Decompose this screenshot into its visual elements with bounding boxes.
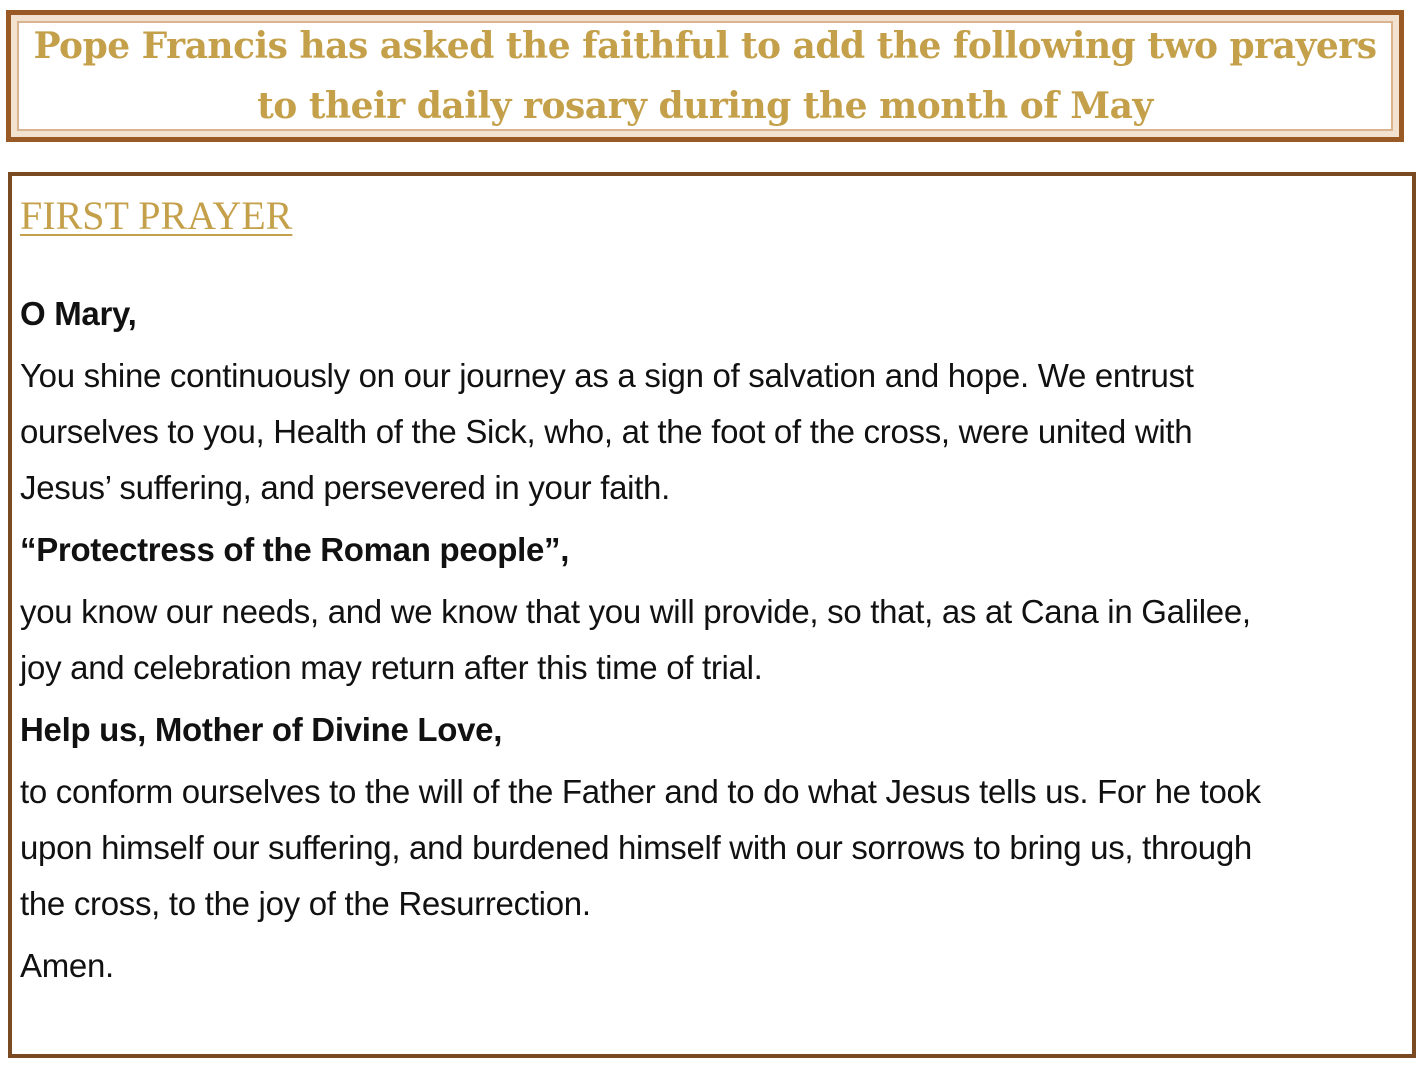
prayer-salutation: O Mary, xyxy=(20,295,137,332)
prayer-line: ourselves to you, Health of the Sick, who, at the foot of the cross, were united with xyxy=(20,413,1193,450)
prayer-line: the cross, to the joy of the Resurrection. xyxy=(20,885,591,922)
header-line-1: Pope Francis has asked the faithful to add the following two prayers xyxy=(33,25,1377,67)
prayer-line: to conform ourselves to the will of the Father and to do what Jesus tells us. For he took xyxy=(20,773,1261,810)
prayer-line: You shine continuously on our journey as a sign of salvation and hope. We entrust xyxy=(20,357,1194,394)
prayer-line: Jesus’ suffering, and persevered in your faith. xyxy=(20,469,670,506)
prayer-invocation: “Protectress of the Roman people”, xyxy=(20,531,570,568)
prayer-line: joy and celebration may return after this time of trial. xyxy=(20,649,763,686)
prayer-closing: Amen. xyxy=(20,947,114,984)
prayer-line: you know our needs, and we know that you will provide, so that, as at Cana in Galilee, xyxy=(20,593,1251,630)
prayer-invocation: Help us, Mother of Divine Love, xyxy=(20,711,503,748)
header-inner xyxy=(17,21,1393,131)
prayer-line: upon himself our suffering, and burdened himself with our sorrows to bring us, through xyxy=(20,829,1252,866)
prayer-panel xyxy=(8,172,1416,1058)
prayer-text xyxy=(20,286,1410,994)
prayer-title: FIRST PRAYER xyxy=(20,193,293,238)
header-line-2: to their daily rosary during the month of May xyxy=(257,85,1153,127)
header-banner xyxy=(6,10,1404,142)
